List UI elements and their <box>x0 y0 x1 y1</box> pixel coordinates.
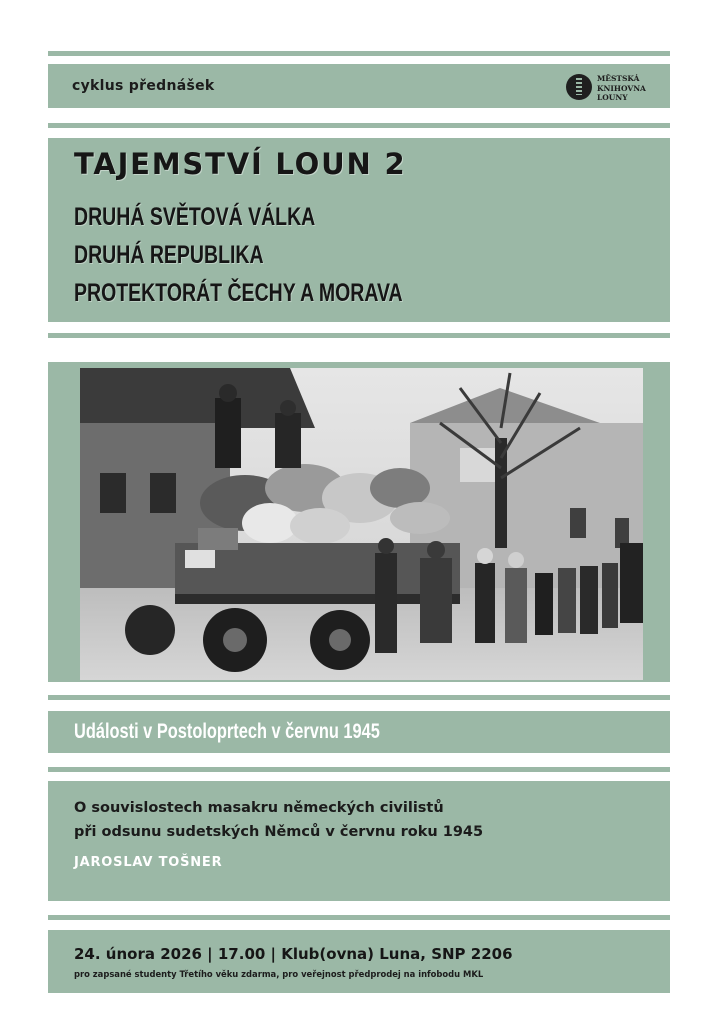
stripe-5 <box>48 767 670 772</box>
logo-text <box>597 74 646 103</box>
lecture-title-line-1: O souvislostech masakru německých civilistů <box>74 800 444 816</box>
stripe-2 <box>48 123 670 128</box>
speaker-name: JAROSLAV TOŠNER <box>74 855 223 870</box>
lecture-title <box>74 796 483 844</box>
subtitle-1: DRUHÁ SVĚTOVÁ VÁLKA <box>74 203 316 231</box>
logo-line-2: KNIHOVNA <box>597 83 646 93</box>
tower-icon <box>566 74 592 100</box>
admission-note: pro zapsané studenty Třetího věku zdarma, pro veřejnost předprodej na infobodu MKL <box>74 969 484 979</box>
library-logo <box>566 74 646 104</box>
stripe-4 <box>48 695 670 700</box>
stripe-6 <box>48 915 670 920</box>
historical-photo <box>80 368 643 680</box>
subtitle-list <box>74 198 495 312</box>
stripe-top <box>48 51 670 56</box>
logo-line-3: LOUNY <box>597 93 628 102</box>
subtitle-2: DRUHÁ REPUBLIKA <box>74 241 264 269</box>
stripe-3 <box>48 333 670 338</box>
series-label: cyklus přednášek <box>72 78 215 94</box>
event-caption: Události v Postoloprtech v červnu 1945 <box>74 720 380 743</box>
event-details: 24. února 2026 | 17.00 | Klub(ovna) Luna, SNP 2206 <box>74 945 513 963</box>
logo-line-1: MĚSTSKÁ <box>597 74 640 83</box>
main-title: TAJEMSTVÍ LOUN 2 <box>74 147 407 181</box>
lecture-title-line-2: při odsunu sudetských Němců v červnu roku 1945 <box>74 824 484 840</box>
subtitle-3: PROTEKTORÁT ČECHY A MORAVA <box>74 279 403 307</box>
